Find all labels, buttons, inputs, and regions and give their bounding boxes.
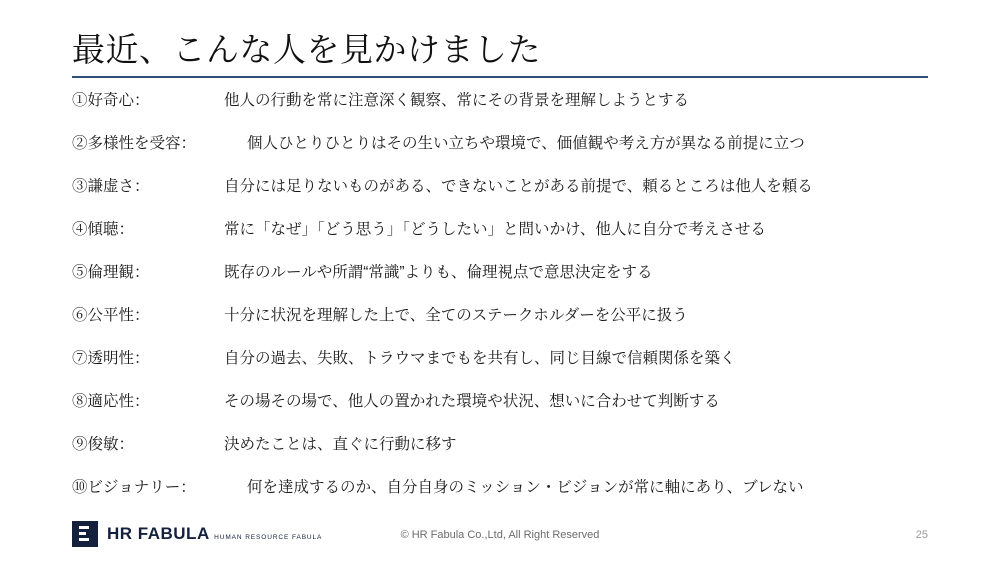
page-title: 最近、こんな人を見かけました xyxy=(72,31,541,68)
list-item-label: ⑥公平性： xyxy=(72,307,150,324)
list-item xyxy=(72,346,952,389)
logo-name: HR FABULA xyxy=(107,523,210,543)
list-item xyxy=(72,432,952,475)
copyright-notice: © HR Fabula Co.,Ltd, All Right Reserved xyxy=(400,529,600,541)
list-item-description: 何を達成するのか、自分自身のミッション・ビジョンが常に軸にあり、ブレない xyxy=(247,479,804,496)
list-item xyxy=(72,303,952,346)
list-item-label: ①好奇心： xyxy=(72,92,150,109)
list-item xyxy=(72,389,952,432)
list-item-description: その場その場で、他人の置かれた環境や状況、想いに合わせて判断する xyxy=(224,393,720,410)
list-item xyxy=(72,131,952,174)
list-item-label: ⑦透明性： xyxy=(72,350,150,367)
list-item-label: ③謙虚さ： xyxy=(72,178,150,195)
list-item-label: ⑤倫理観： xyxy=(72,264,150,281)
list-item-description: 既存のルールや所謂“常識”よりも、倫理視点で意思決定をする xyxy=(224,264,653,281)
list-item xyxy=(72,88,952,131)
list-item xyxy=(72,217,952,260)
content-list xyxy=(72,88,952,518)
list-item-description: 他人の行動を常に注意深く観察、常にその背景を理解しようとする xyxy=(224,92,690,109)
title-divider xyxy=(72,76,928,78)
list-item-description: 自分には足りないものがある、できないことがある前提で、頼るところは他人を頼る xyxy=(224,178,813,195)
logo-subtitle: HUMAN RESOURCE FABULA xyxy=(214,533,323,541)
list-item-label: ⑩ビジョナリー： xyxy=(72,479,196,496)
list-item-description: 個人ひとりひとりはその生い立ちや環境で、価値観や考え方が異なる前提に立つ xyxy=(247,135,805,152)
list-item-description: 自分の過去、失敗、トラウマまでもを共有し、同じ目線で信頼関係を築く xyxy=(224,350,736,367)
list-item-description: 決めたことは、直ぐに行動に移す xyxy=(224,436,457,453)
list-item-description: 十分に状況を理解した上で、全てのステークホルダーを公平に扱う xyxy=(224,307,688,324)
page-number: 25 xyxy=(915,529,928,541)
list-item xyxy=(72,174,952,217)
list-item-label: ⑧適応性： xyxy=(72,393,150,410)
list-item-label: ④傾聴： xyxy=(72,221,135,238)
list-item-label: ⑨俊敏： xyxy=(72,436,135,453)
list-item xyxy=(72,260,952,303)
list-item-description: 常に「なぜ」「どう思う」「どうしたい」と問いかけ、他人に自分で考えさせる xyxy=(224,221,766,238)
list-item xyxy=(72,475,952,518)
list-item-label: ②多様性を受容： xyxy=(72,135,197,152)
